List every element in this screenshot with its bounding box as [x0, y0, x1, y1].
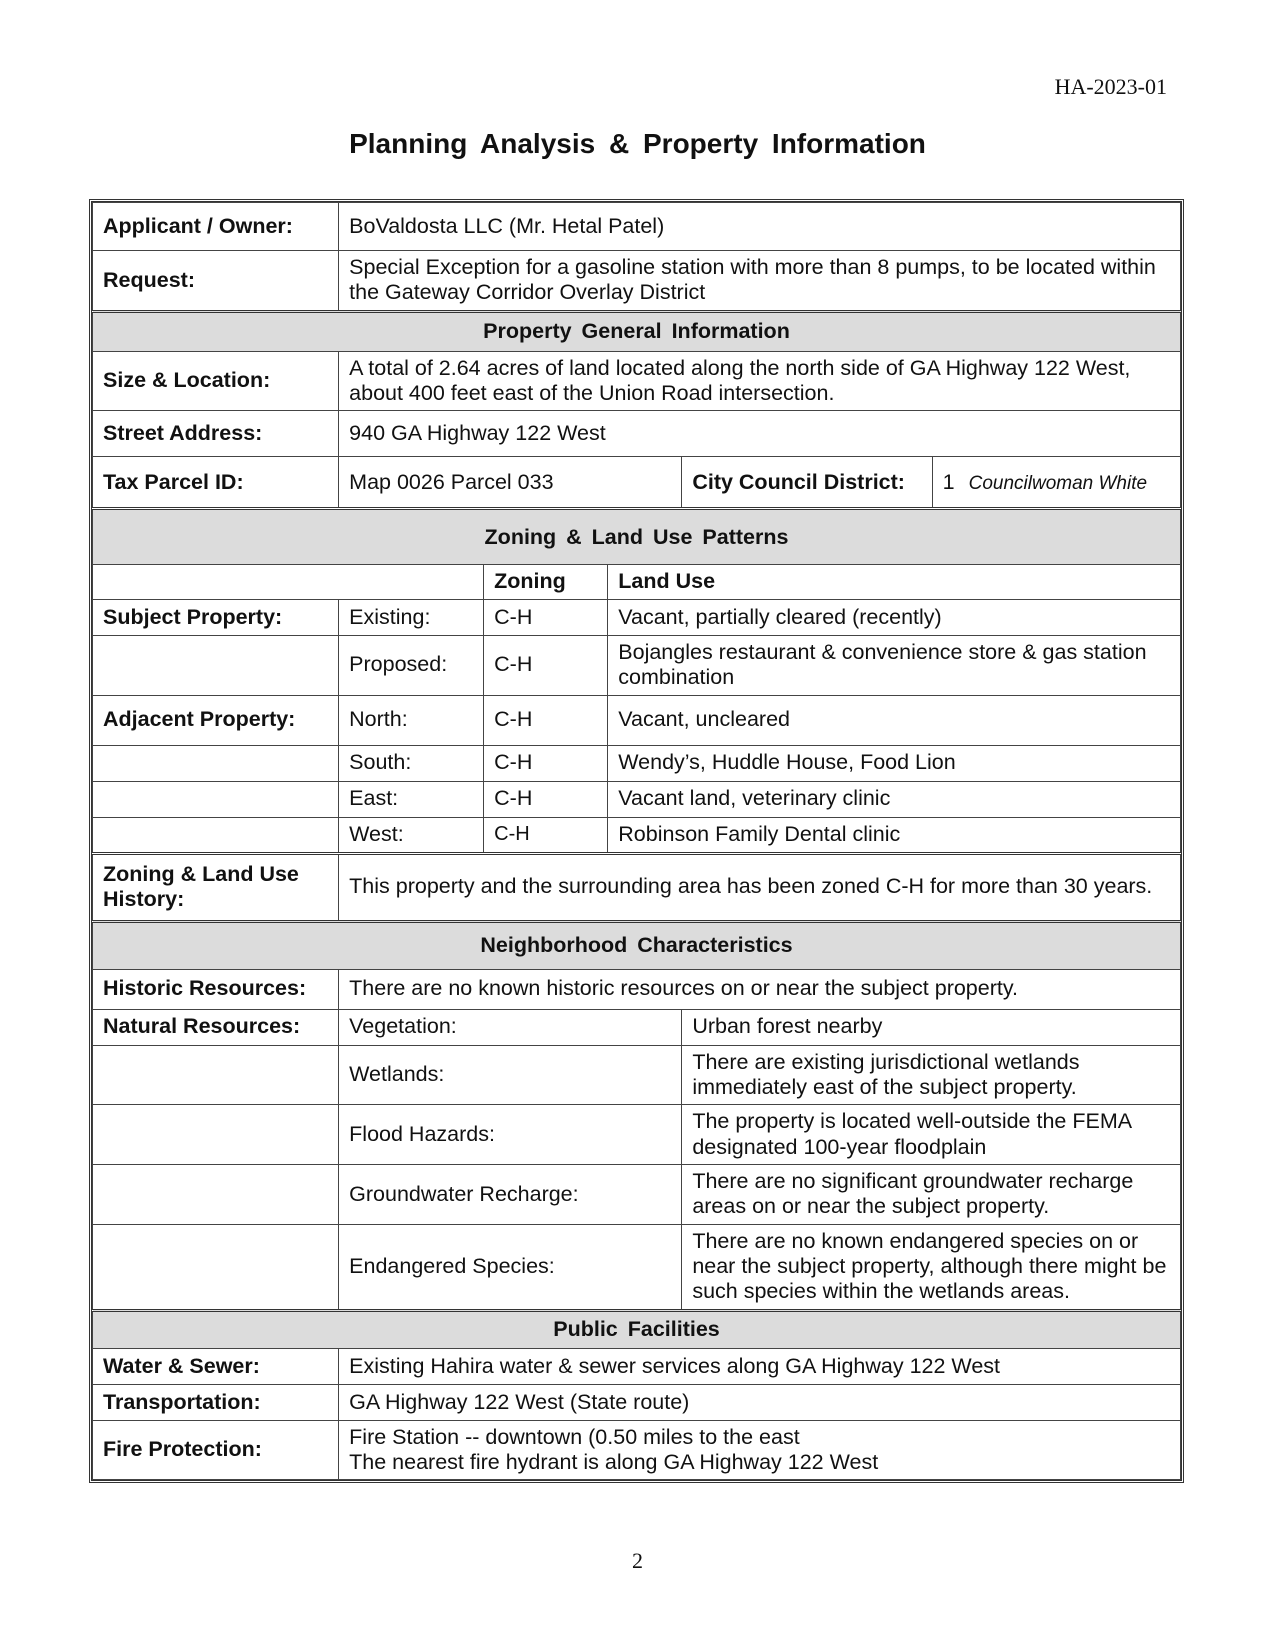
tax-parcel-value: Map 0026 Parcel 033	[339, 457, 682, 509]
historic-label: Historic Resources:	[93, 969, 339, 1009]
page-number: 2	[632, 1548, 643, 1573]
natural-row	[93, 1045, 1181, 1105]
zoning-header-row	[93, 565, 1181, 599]
document-id: HA-2023-01	[1054, 74, 1167, 99]
blank-cell	[93, 1045, 339, 1105]
zoning-code: C-H	[484, 817, 608, 853]
zoning-row	[93, 695, 1181, 745]
council-member: Councilwoman White	[968, 472, 1148, 494]
water-value: Existing Hahira water & sewer services along GA Highway 122 West	[339, 1348, 1181, 1384]
property-info-table	[89, 199, 1184, 1483]
request-row	[93, 251, 1181, 312]
request-label: Request:	[93, 251, 339, 312]
request-value: Special Exception for a gasoline station with more than 8 pumps, to be located within the Gateway Corridor Overlay District	[339, 251, 1181, 312]
tax-parcel-row	[93, 457, 1181, 509]
zoning-row	[93, 745, 1181, 781]
fire-station-line: Fire Station -- downtown (0.50 miles to the east	[349, 1424, 800, 1449]
zoning-code: C-H	[484, 635, 608, 695]
zoning-direction: East:	[339, 781, 484, 817]
street-address-row	[93, 411, 1181, 457]
section-zoning	[93, 509, 1181, 565]
natural-value: The property is located well-outside the FEMA designated 100-year floodplain	[682, 1105, 1181, 1165]
land-use: Bojangles restaurant & convenience store & gas station combination	[608, 635, 1181, 695]
section-heading: Property General Information	[93, 311, 1181, 351]
fire-value	[339, 1420, 1181, 1480]
zoning-direction: Proposed:	[339, 635, 484, 695]
zoning-code: C-H	[484, 781, 608, 817]
blank-cell	[93, 1164, 339, 1224]
land-use: Vacant, uncleared	[608, 695, 1181, 745]
blank-cell	[93, 1105, 339, 1165]
natural-resources-label: Natural Resources:	[93, 1009, 339, 1045]
zoning-history-label: Zoning & Land Use History:	[93, 853, 339, 921]
section-neighborhood	[93, 921, 1181, 969]
historic-value: There are no known historic resources on or near the subject property.	[339, 969, 1181, 1009]
zoning-row	[93, 599, 1181, 635]
natural-item: Vegetation:	[339, 1009, 682, 1045]
blank-cell	[93, 565, 484, 599]
natural-item: Groundwater Recharge:	[339, 1164, 682, 1224]
section-heading: Public Facilities	[93, 1310, 1181, 1348]
zoning-history-value: This property and the surrounding area has been zoned C-H for more than 30 years.	[339, 853, 1181, 921]
natural-row	[93, 1105, 1181, 1165]
water-label: Water & Sewer:	[93, 1348, 339, 1384]
street-address-label: Street Address:	[93, 411, 339, 457]
natural-row	[93, 1224, 1181, 1310]
applicant-label: Applicant / Owner:	[93, 203, 339, 251]
natural-item: Wetlands:	[339, 1045, 682, 1105]
council-district-label: City Council District:	[682, 457, 932, 509]
land-use: Vacant, partially cleared (recently)	[608, 599, 1181, 635]
land-use: Vacant land, veterinary clinic	[608, 781, 1181, 817]
natural-value: There are existing jurisdictional wetlands immediately east of the subject property.	[682, 1045, 1181, 1105]
land-use-column-header: Land Use	[608, 565, 1181, 599]
land-use: Robinson Family Dental clinic	[608, 817, 1181, 853]
adjacent-property-label: Adjacent Property:	[93, 695, 339, 745]
historic-row	[93, 969, 1181, 1009]
transportation-label: Transportation:	[93, 1384, 339, 1420]
section-property-general	[93, 311, 1181, 351]
council-district-value	[932, 457, 1180, 509]
zoning-direction: Existing:	[339, 599, 484, 635]
natural-item: Endangered Species:	[339, 1224, 682, 1310]
zoning-column-header: Zoning	[484, 565, 608, 599]
page-title: Planning Analysis & Property Information	[349, 128, 926, 159]
tax-parcel-label: Tax Parcel ID:	[93, 457, 339, 509]
natural-value: There are no significant groundwater recharge areas on or near the subject property.	[682, 1164, 1181, 1224]
zoning-direction: North:	[339, 695, 484, 745]
size-location-value: A total of 2.64 acres of land located along the north side of GA Highway 122 West, about 400 feet east of the Union Road intersection.	[339, 351, 1181, 411]
blank-cell	[93, 781, 339, 817]
natural-item: Flood Hazards:	[339, 1105, 682, 1165]
blank-cell	[93, 635, 339, 695]
council-district-number: 1	[942, 469, 955, 494]
zoning-code: C-H	[484, 599, 608, 635]
zoning-history-row	[93, 853, 1181, 921]
size-location-label: Size & Location:	[93, 351, 339, 411]
zoning-row	[93, 635, 1181, 695]
section-heading: Neighborhood Characteristics	[93, 921, 1181, 969]
natural-value: Urban forest nearby	[682, 1009, 1181, 1045]
applicant-value: BoValdosta LLC (Mr. Hetal Patel)	[339, 203, 1181, 251]
subject-property-label: Subject Property:	[93, 599, 339, 635]
natural-value: There are no known endangered species on or near the subject property, although there might be such species within the wetlands areas.	[682, 1224, 1181, 1310]
natural-row	[93, 1009, 1181, 1045]
transportation-row	[93, 1384, 1181, 1420]
blank-cell	[93, 1224, 339, 1310]
section-public-facilities	[93, 1310, 1181, 1348]
natural-row	[93, 1164, 1181, 1224]
land-use: Wendy’s, Huddle House, Food Lion	[608, 745, 1181, 781]
blank-cell	[93, 745, 339, 781]
water-row	[93, 1348, 1181, 1384]
blank-cell	[93, 817, 339, 853]
size-location-row	[93, 351, 1181, 411]
section-heading: Zoning & Land Use Patterns	[93, 509, 1181, 565]
zoning-row	[93, 781, 1181, 817]
zoning-direction: West:	[339, 817, 484, 853]
zoning-code: C-H	[484, 695, 608, 745]
zoning-direction: South:	[339, 745, 484, 781]
zoning-row	[93, 817, 1181, 853]
applicant-row	[93, 203, 1181, 251]
fire-row	[93, 1420, 1181, 1480]
transportation-value: GA Highway 122 West (State route)	[339, 1384, 1181, 1420]
street-address-value: 940 GA Highway 122 West	[339, 411, 1181, 457]
fire-label: Fire Protection:	[93, 1420, 339, 1480]
fire-hydrant-line: The nearest fire hydrant is along GA Highway 122 West	[349, 1450, 879, 1475]
zoning-code: C-H	[484, 745, 608, 781]
